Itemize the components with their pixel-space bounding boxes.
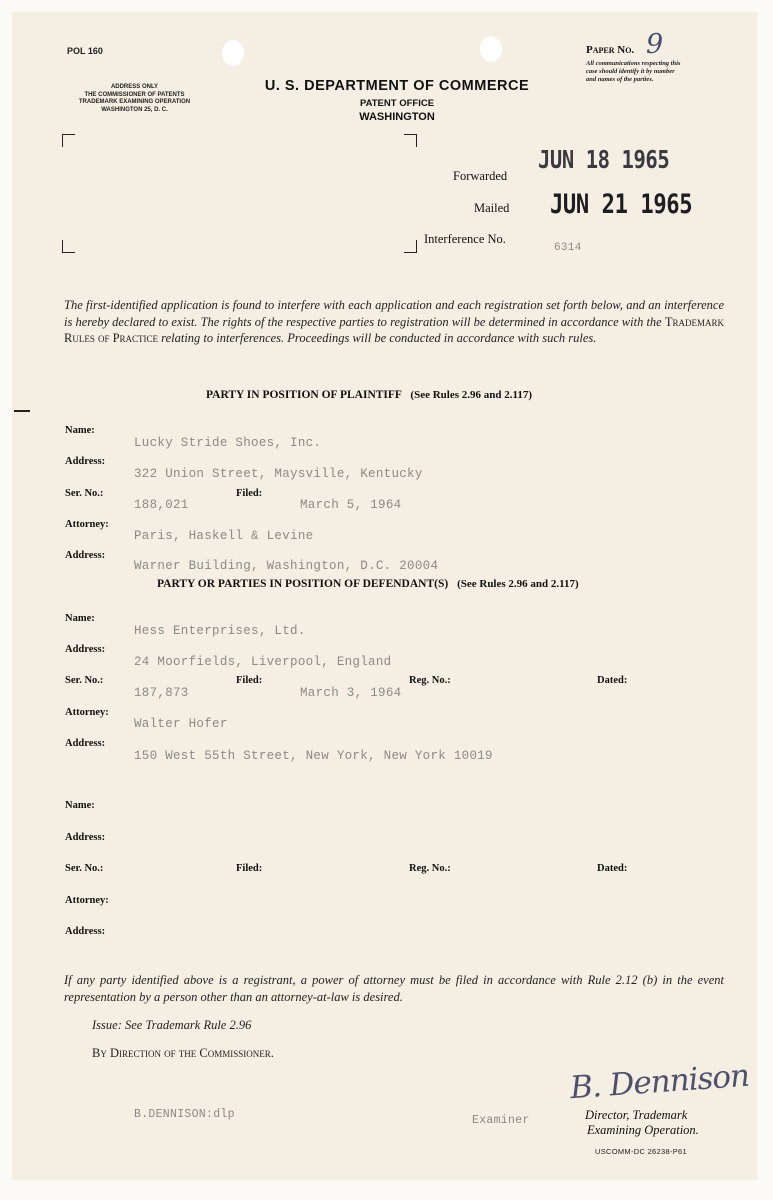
address-line: THE COMMISSIONER OF PATENTS bbox=[84, 91, 185, 98]
paper-no-value: 9 bbox=[646, 29, 664, 60]
defendant-ser-no-label: Ser. No.: bbox=[65, 675, 104, 686]
defendant-attorney-address: 150 West 55th Street, New York, New York 10019 bbox=[134, 749, 493, 763]
examiner-label: Examiner bbox=[472, 1114, 530, 1127]
defendant-filed: March 3, 1964 bbox=[300, 686, 402, 700]
issue-line: Issue: See Trademark Rule 2.96 bbox=[92, 1018, 252, 1032]
signer-title-line-1: Director, Trademark bbox=[585, 1108, 688, 1122]
signature: B. Dennison bbox=[568, 1057, 751, 1107]
mailed-label: Mailed bbox=[474, 201, 510, 215]
plaintiff-filed-label: Filed: bbox=[236, 488, 263, 499]
paper-no-label: Paper No. bbox=[586, 44, 635, 56]
plaintiff-name: Lucky Stride Shoes, Inc. bbox=[134, 436, 322, 450]
registrant-note: If any party identified above is a registrant, a power of attorney must be filed in accordance with Rule 2.12 (b) in the event representation by a person other than an attorney-at-law is desired. bbox=[64, 973, 724, 1004]
plaintiff-attorney-address: Warner Building, Washington, D.C. 20004 bbox=[134, 559, 439, 573]
intro-paragraph bbox=[64, 297, 724, 347]
signer-title-line-2: Examining Operation. bbox=[587, 1123, 699, 1137]
defendant-attorney: Walter Hofer bbox=[134, 717, 228, 731]
plaintiff-address-label: Address: bbox=[65, 456, 106, 467]
defendant-name: Hess Enterprises, Ltd. bbox=[134, 624, 306, 638]
plaintiff-heading bbox=[206, 389, 532, 401]
office-title: PATENT OFFICE bbox=[359, 98, 435, 109]
plaintiff-attorney-address-label: Address: bbox=[65, 550, 106, 561]
paper-note-line: and names of the parties. bbox=[586, 76, 654, 83]
defendant-address: 24 Moorfields, Liverpool, England bbox=[134, 655, 392, 669]
defendant-attorney-address-label: Address: bbox=[65, 738, 106, 749]
blank-filed-label: Filed: bbox=[236, 863, 263, 874]
interference-number: 6314 bbox=[554, 242, 582, 254]
mailed-stamp: JUN 21 1965 bbox=[550, 189, 693, 220]
blank-reg-no-label: Reg. No.: bbox=[409, 863, 451, 874]
intro-text-start: The first-identified application is found to interfere with each application and each registration set forth below, and an interference is hereby declared to exist. The rights of the respective parties to registration will be determined in accordance with the bbox=[64, 298, 724, 329]
defendant-reg-no-label: Reg. No.: bbox=[409, 675, 451, 686]
address-line: ADDRESS ONLY bbox=[110, 84, 159, 90]
intro-text-end: relating to interferences. Proceedings will be conducted in accordance with such rules. bbox=[158, 331, 597, 345]
forwarded-stamp: JUN 18 1965 bbox=[538, 145, 670, 174]
paper-note-line: case should identify it by number bbox=[586, 68, 675, 75]
window-corner-top-left bbox=[62, 134, 75, 147]
defendant-heading-title: PARTY OR PARTIES IN POSITION OF DEFENDANT(S) bbox=[157, 578, 449, 590]
margin-mark bbox=[14, 410, 30, 412]
plaintiff-address: 322 Union Street, Maysville, Kentucky bbox=[134, 467, 423, 481]
interference-label: Interference No. bbox=[424, 232, 506, 246]
defendant-address-label: Address: bbox=[65, 644, 106, 655]
defendant-attorney-label: Attorney: bbox=[65, 707, 109, 718]
plaintiff-attorney: Paris, Haskell & Levine bbox=[134, 529, 314, 543]
blank-attorney-address-label: Address: bbox=[65, 926, 106, 937]
defendant-filed-label: Filed: bbox=[236, 675, 263, 686]
defendant-heading bbox=[157, 578, 579, 590]
initials-line: B.DENNISON:dlp bbox=[134, 1108, 235, 1121]
window-corner-bottom-right bbox=[404, 240, 417, 253]
plaintiff-ser-no: 188,021 bbox=[134, 498, 189, 512]
punch-hole-left bbox=[222, 40, 244, 66]
punch-hole-right bbox=[480, 36, 502, 62]
city-title: WASHINGTON bbox=[359, 111, 435, 123]
window-corner-top-right bbox=[404, 134, 417, 147]
rules-of-practice: Trademark Rules of Practice bbox=[64, 314, 724, 345]
plaintiff-attorney-label: Attorney: bbox=[65, 519, 109, 530]
plaintiff-ser-no-label: Ser. No.: bbox=[65, 488, 104, 499]
blank-ser-no-label: Ser. No.: bbox=[65, 863, 104, 874]
department-title: U. S. DEPARTMENT OF COMMERCE bbox=[264, 78, 530, 94]
blank-name-label: Name: bbox=[65, 800, 95, 811]
form-code: USCOMM-DC 26238-P61 bbox=[595, 1147, 687, 1156]
direction-line: By Direction of the Commissioner. bbox=[92, 1046, 274, 1060]
blank-dated-label: Dated: bbox=[597, 863, 628, 874]
plaintiff-heading-rules: (See Rules 2.96 and 2.117) bbox=[410, 389, 533, 401]
window-corner-bottom-left bbox=[62, 240, 75, 253]
forwarded-label: Forwarded bbox=[453, 169, 508, 183]
defendant-heading-rules: (See Rules 2.96 and 2.117) bbox=[457, 578, 579, 590]
plaintiff-name-label: Name: bbox=[65, 425, 95, 436]
form-number: POL 160 bbox=[67, 46, 103, 56]
plaintiff-filed: March 5, 1964 bbox=[300, 498, 402, 512]
defendant-ser-no: 187,873 bbox=[134, 686, 189, 700]
defendant-name-label: Name: bbox=[65, 613, 95, 624]
address-block bbox=[62, 84, 207, 114]
address-line: TRADEMARK EXAMINING OPERATION bbox=[78, 99, 191, 105]
defendant-dated-label: Dated: bbox=[597, 675, 628, 686]
paper-note-line: All communications respecting this bbox=[586, 60, 681, 67]
blank-address-label: Address: bbox=[65, 832, 106, 843]
plaintiff-heading-title: PARTY IN POSITION OF PLAINTIFF bbox=[206, 389, 402, 401]
address-line: WASHINGTON 25, D. C. bbox=[101, 106, 168, 113]
blank-attorney-label: Attorney: bbox=[65, 895, 109, 906]
paper-note bbox=[586, 60, 680, 84]
